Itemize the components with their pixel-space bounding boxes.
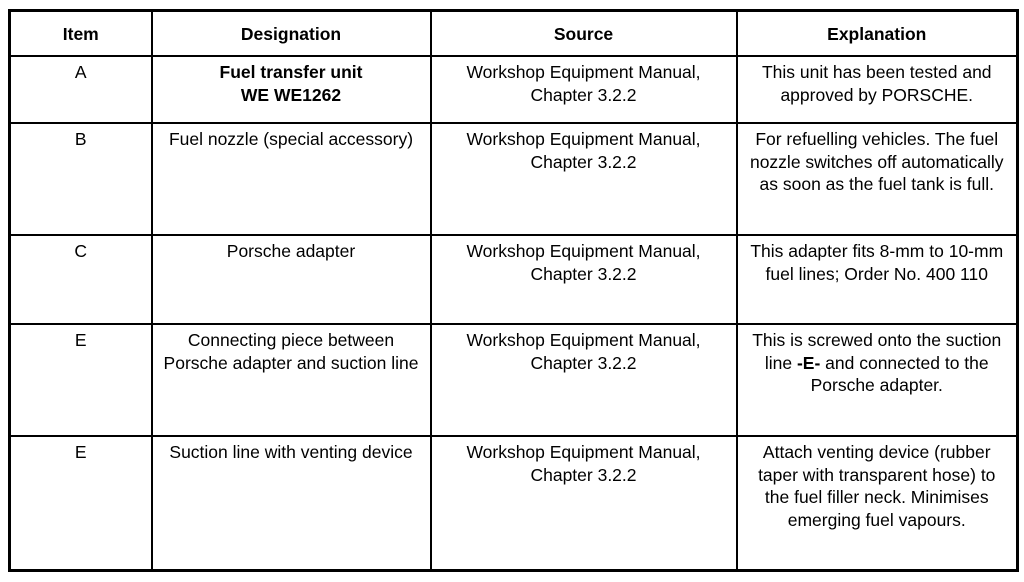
- table-row: [10, 324, 1018, 436]
- cell-explanation: Attach venting device (rubber taper with transparent hose) to the fuel filler neck. Minimises emerging fuel vapours.: [737, 436, 1018, 570]
- table-row: [10, 56, 1018, 123]
- table-row: [10, 436, 1018, 570]
- header-designation: Designation: [152, 11, 431, 57]
- cell-item: E: [10, 436, 152, 570]
- cell-designation: Porsche adapter: [152, 235, 431, 324]
- cell-designation: Suction line with venting device: [152, 436, 431, 570]
- cell-explanation: This adapter fits 8-mm to 10-mm fuel lines; Order No. 400 110: [737, 235, 1018, 324]
- table-row: [10, 123, 1018, 235]
- cell-item: C: [10, 235, 152, 324]
- cell-item: E: [10, 324, 152, 436]
- explanation-text: and connected to the Porsche adapter.: [810, 352, 989, 396]
- cell-designation: Connecting piece between Porsche adapter and suction line: [152, 324, 431, 436]
- table-row: [10, 235, 1018, 324]
- cell-designation: [152, 56, 431, 123]
- cell-source: Workshop Equipment Manual, Chapter 3.2.2: [431, 56, 737, 123]
- header-item: Item: [10, 11, 152, 57]
- cell-source: Workshop Equipment Manual, Chapter 3.2.2: [431, 436, 737, 570]
- designation-line: WE WE1262: [240, 84, 342, 105]
- cell-source: Workshop Equipment Manual, Chapter 3.2.2: [431, 324, 737, 436]
- cell-source: Workshop Equipment Manual, Chapter 3.2.2: [431, 235, 737, 324]
- cell-source: Workshop Equipment Manual, Chapter 3.2.2: [431, 123, 737, 235]
- cell-designation: Fuel nozzle (special accessory): [152, 123, 431, 235]
- explanation-part-label: -E-: [796, 352, 821, 373]
- cell-explanation: [737, 324, 1018, 436]
- equipment-table: [8, 9, 1019, 572]
- designation-line: Fuel transfer unit: [219, 62, 363, 82]
- cell-explanation: For refuelling vehicles. The fuel nozzle switches off automatically as soon as the fuel tank is full.: [737, 123, 1018, 235]
- cell-item: B: [10, 123, 152, 235]
- header-source: Source: [431, 11, 737, 57]
- cell-item: A: [10, 56, 152, 123]
- header-row: [10, 11, 1018, 57]
- header-explanation: Explanation: [737, 11, 1018, 57]
- cell-explanation: This unit has been tested and approved by PORSCHE.: [737, 56, 1018, 123]
- explanation-text: This is screwed onto the suction line: [752, 330, 1002, 373]
